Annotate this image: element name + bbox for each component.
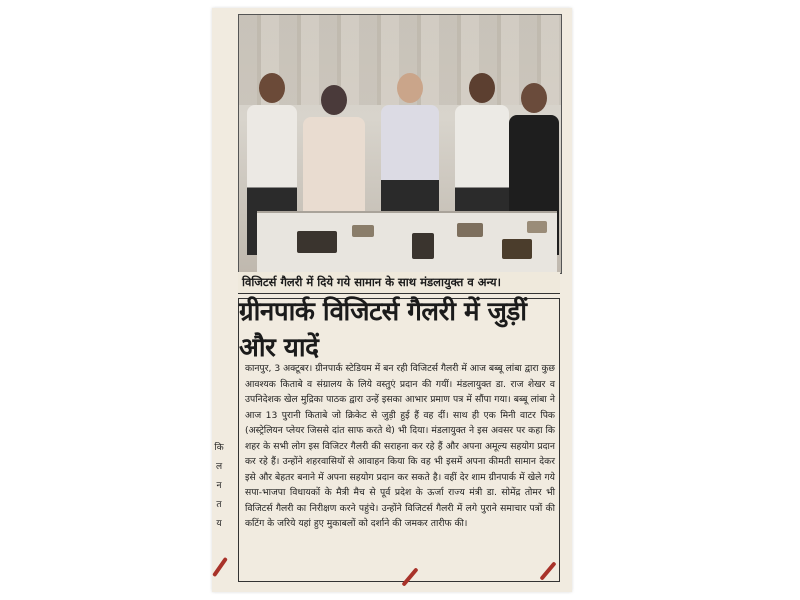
article-body: कानपुर, 3 अक्टूबर। ग्रीनपार्क स्टेडियम में बन रही विजिटर्स गैलरी में आज बब्बू लांबा द्वारा कुछ आवश्यक किताबे व संग्रालय के लिये वस्तुएं प्रदान की गयीं। मंडलायुक्त डा. राज शेखर व उपनिदेशक खेल मुद्रिका पाठक द्वारा उन्हें इसका आभार प्रमाण पत्र में सौंपा गया। बब्बू लांबा ने आज 13 पुरानी किताबे जो क्रिकेट से जुड़ी हुई हैं वह दीं। साथ ही एक मिनी वाटर पिक (अस्ट्रेलियन प्लेयर जिससे दांत साफ करते थे) भी दिया। मंडलायुक्त ने इस अवसर पर कहा कि शहर के सभी लोग इस विजिटर गैलरी की सराहना कर रहे हैं और अपना अमूल्य सहयोग प्रदान कर रहे हैं। उन्होंने शहरवासियों से आवाहन किया कि वह भी इसमें अपना कीमती सामान देकर इसे और बेहतर बनाने में अपना सहयोग प्रदान कर सकते है। वहीं देर शाम ग्रीनपार्क में खेले गये सपा-भाजपा विधायकों के मैत्री मैच से पूर्व प्रदेश के ऊर्जा राज्य मंत्री डा. सोमेंद्र तोमर भी विजिटर्स गैलरी का निरीक्षण करने पहुंचे। उन्होंने विजिटर्स गैलरी में लगे पुराने समाचार पत्रों की कटिंग के जरिये यहां हुए मुकाबलों को दर्शाने की जमकर तारीफ की। [245,363,555,529]
fragment-char: य [216,519,222,529]
book-item [457,223,483,237]
fragment-char: ल [215,462,223,472]
news-photo [238,14,562,274]
photo-caption: विजिटर्स गैलरी में दिये गये सामान के साथ मंडलायुक्त व अन्य। [238,272,560,294]
fragment-char: न [216,481,222,491]
book-item [412,233,434,259]
article-headline: ग्रीनपार्क विजिटर्स गैलरी में जुड़ीं और यादें [239,297,527,363]
display-table [257,211,557,274]
book-item [502,239,532,259]
fragment-char: कि [214,443,224,453]
fragment-char: त [216,500,222,510]
book-item [527,221,547,233]
book-item [352,225,374,237]
book-item [297,231,337,253]
news-article [238,298,560,582]
